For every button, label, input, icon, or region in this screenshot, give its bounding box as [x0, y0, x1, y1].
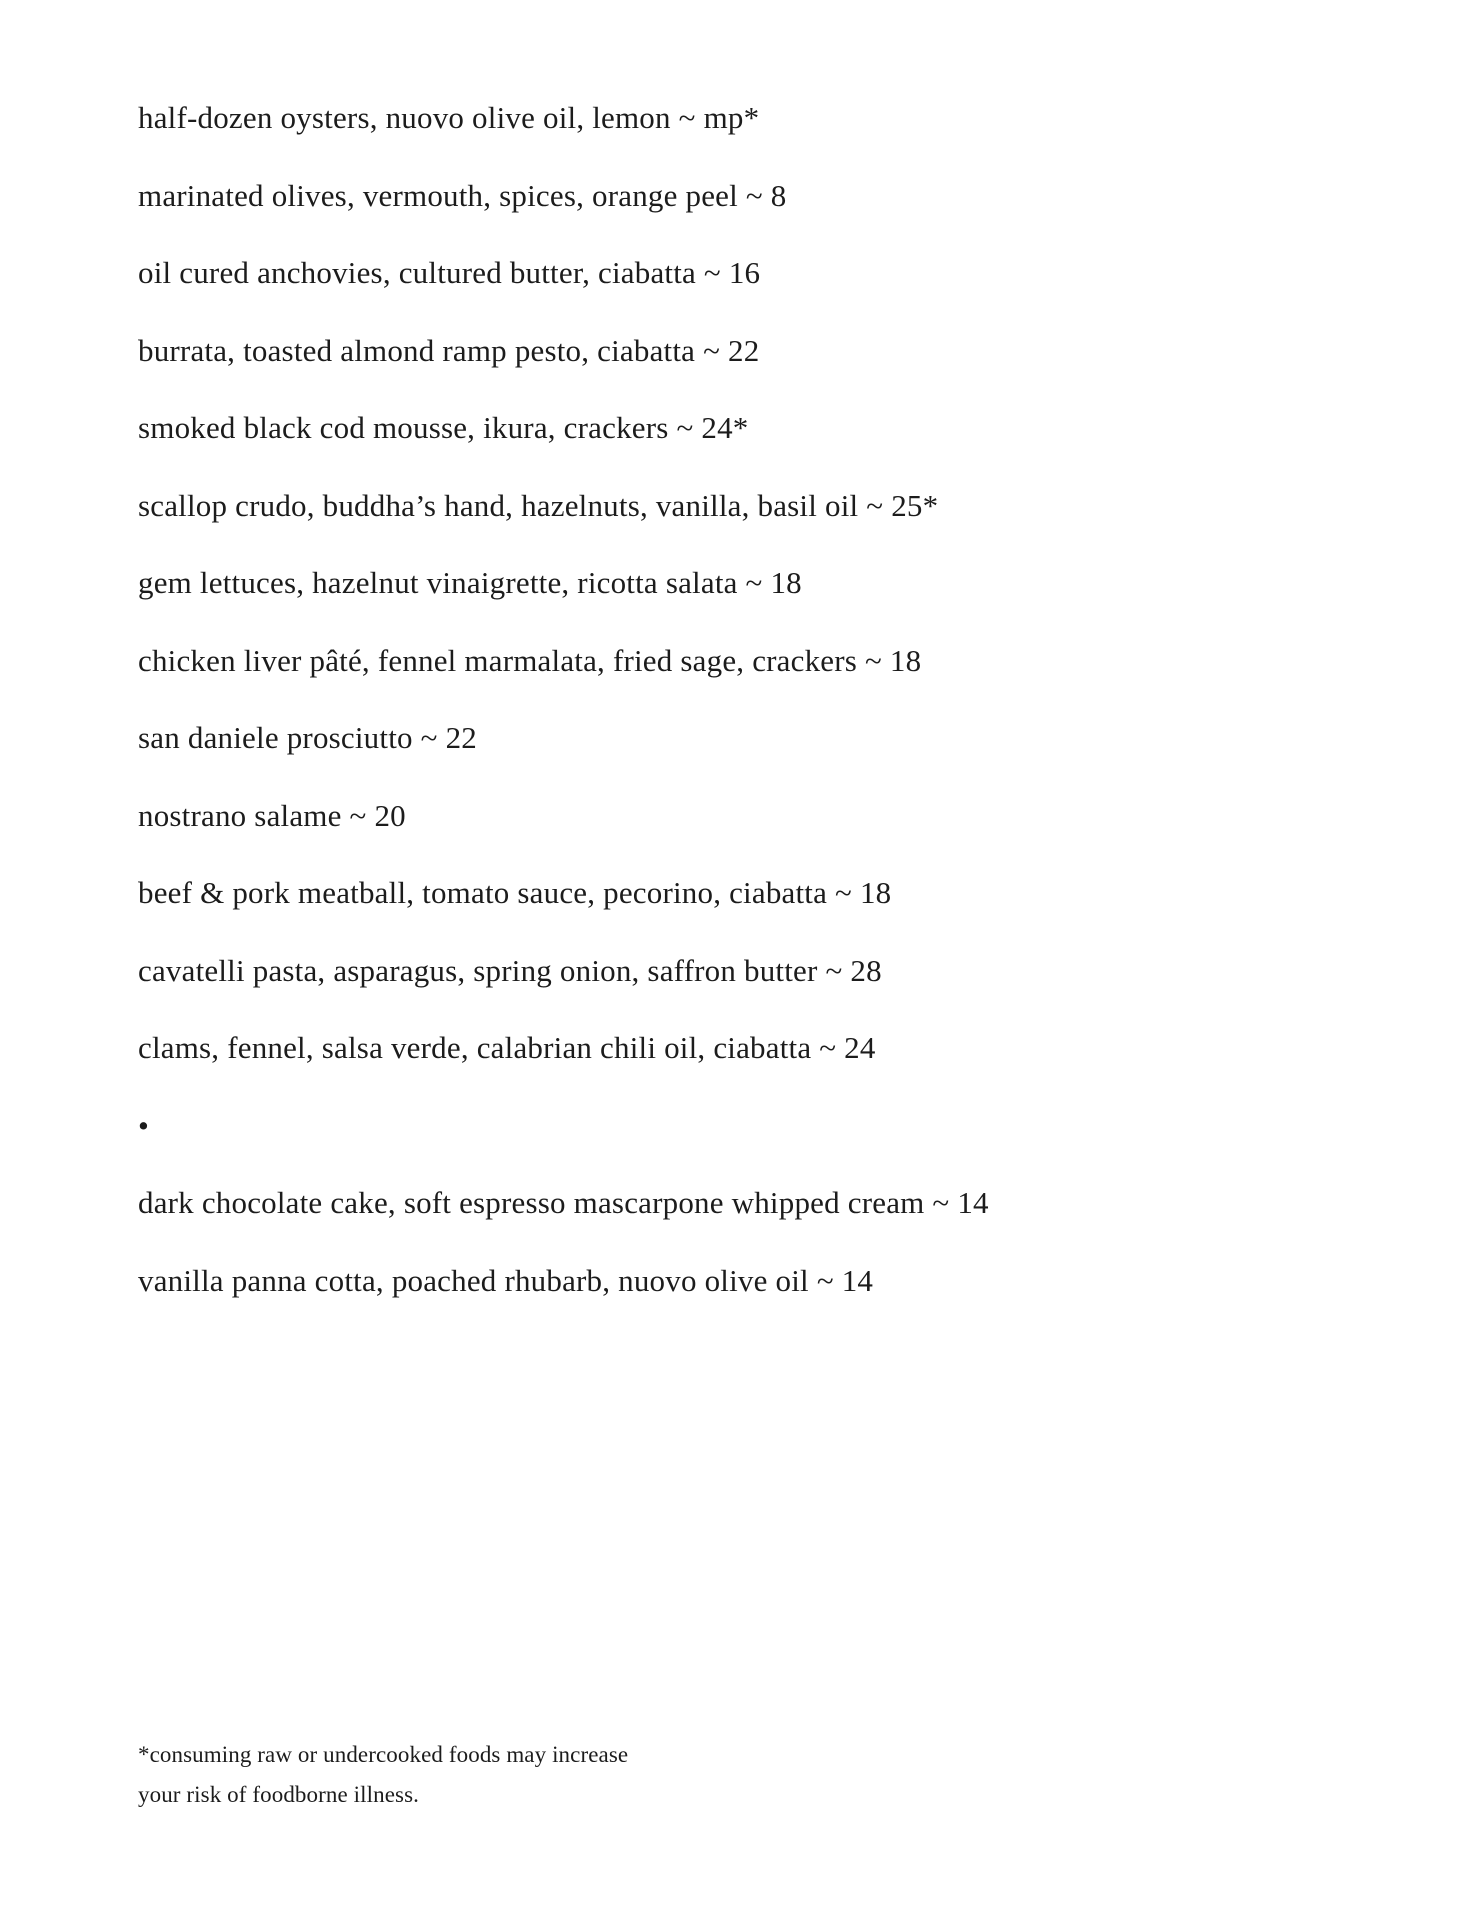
menu-item-text: half-dozen oysters, nuovo olive oil, lemon ~ mp* [138, 100, 760, 135]
dessert-item-text: dark chocolate cake, soft espresso mascarpone whipped cream ~ 14 [138, 1185, 989, 1220]
menu-item-text: chicken liver pâté, fennel marmalata, fried sage, crackers ~ 18 [138, 642, 922, 678]
menu-item-text: beef & pork meatball, tomato sauce, pecorino, ciabatta ~ 18 [138, 875, 892, 910]
menu-item-text: oil cured anchovies, cultured butter, ciabatta ~ 16 [138, 255, 761, 290]
menu-item [138, 79, 1424, 157]
menu-item-text: marinated olives, vermouth, spices, orange peel ~ 8 [138, 177, 787, 213]
menu-item [138, 544, 1424, 622]
footnote [138, 1735, 628, 1815]
menu-item [138, 777, 1424, 855]
menu-item [138, 1009, 1424, 1087]
menu-item [138, 932, 1424, 1010]
dessert-item [138, 1242, 1424, 1320]
menu-item [138, 622, 1424, 700]
menu-item-text: nostrano salame ~ 20 [138, 797, 406, 833]
dessert-item [138, 1164, 1424, 1242]
menu-item-text: scallop crudo, buddha’s hand, hazelnuts, vanilla, basil oil ~ 25* [138, 487, 939, 523]
menu-item-text: gem lettuces, hazelnut vinaigrette, ricotta salata ~ 18 [138, 565, 802, 600]
menu-item-text: smoked black cod mousse, ikura, crackers ~ 24* [138, 410, 749, 445]
menu-item-text: clams, fennel, salsa verde, calabrian chili oil, ciabatta ~ 24 [138, 1030, 876, 1065]
menu-item [138, 389, 1424, 467]
section-divider-bullet: • [138, 1107, 149, 1143]
menu-item [138, 234, 1424, 312]
menu-item-text: san daniele prosciutto ~ 22 [138, 720, 477, 755]
menu-list [138, 79, 1424, 1319]
dessert-item-text: vanilla panna cotta, poached rhubarb, nuovo olive oil ~ 14 [138, 1262, 874, 1298]
menu-item-text: cavatelli pasta, asparagus, spring onion, saffron butter ~ 28 [138, 952, 882, 988]
menu-item [138, 312, 1424, 390]
menu-item [138, 157, 1424, 235]
menu-item-text: burrata, toasted almond ramp pesto, ciabatta ~ 22 [138, 332, 760, 368]
menu-item [138, 699, 1424, 777]
menu-item [138, 467, 1424, 545]
footnote-line-2: your risk of foodborne illness. [138, 1782, 419, 1807]
footnote-line-1: *consuming raw or undercooked foods may increase [138, 1742, 629, 1767]
menu-item [138, 854, 1424, 932]
